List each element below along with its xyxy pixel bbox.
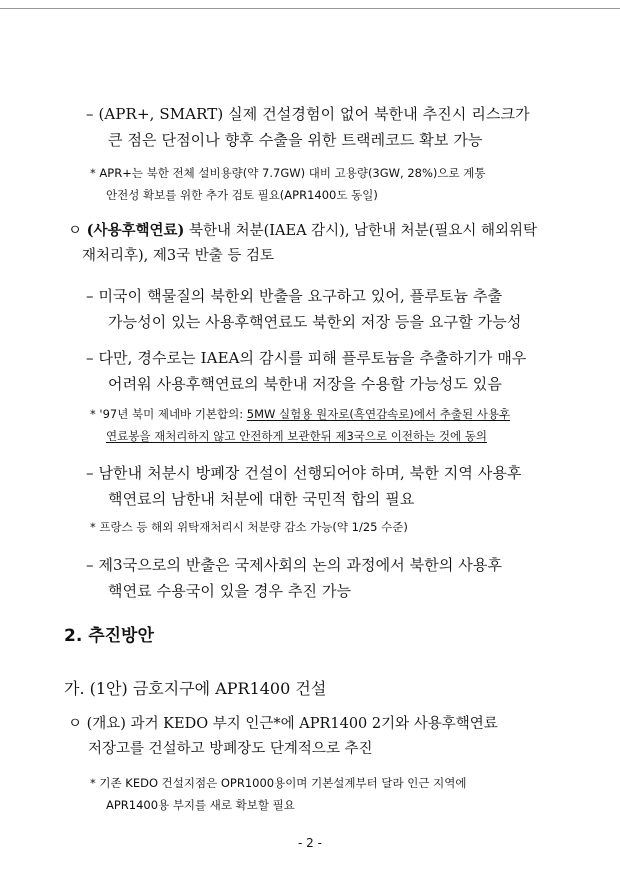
circle-bullet: ㅇ [68, 223, 83, 239]
paragraph-line: 저장고를 건설하고 방폐장도 단계적으로 추진 [88, 741, 373, 757]
paragraph-line: 재처리후), 제3국 반출 등 검토 [82, 248, 275, 264]
paragraph-line: 어려워 사용후핵연료의 북한내 저장을 수용할 가능성도 있음 [108, 375, 502, 393]
paragraph-line: – 제3국으로의 반출은 국제사회의 논의 과정에서 북한의 사용후 [86, 556, 503, 574]
page-number: - 2 - [298, 836, 322, 850]
note-line: 안전성 확보를 위한 추가 검토 필요(APR1400도 동일) [106, 188, 378, 202]
top-rule [0, 8, 620, 9]
note-text: * '97년 북미 제네바 기본합의: [90, 407, 247, 421]
note-line: 연료봉을 재처리하지 않고 안전하게 보관한뒤 제3국으로 이전하는 것에 동의 [106, 429, 487, 443]
paragraph-overview [68, 712, 498, 762]
footnote-kedo-site [90, 772, 466, 816]
paragraph-line: – 미국이 핵물질의 북한외 반출을 요구하고 있어, 플루토늄 추출 [86, 287, 503, 305]
paragraph-line: 가능성이 있는 사용후핵연료도 북한외 저장 등을 요구할 가능성 [108, 313, 522, 331]
footnote-geneva [90, 403, 510, 447]
bold-label: (사용후핵연료) [86, 222, 185, 239]
paragraph-line: 핵연료 수용국이 있을 경우 추진 가능 [108, 582, 352, 600]
note-line: * 프랑스 등 해외 위탁재처리시 처분량 감소 가능(약 1/25 수준) [90, 520, 408, 534]
paragraph-line [68, 712, 498, 737]
footnote-apr-plus [90, 162, 485, 206]
note-line [90, 403, 510, 425]
paragraph-south-disposal [86, 460, 522, 512]
subsection-heading: 가. (1안) 금호지구에 APR1400 건설 [64, 679, 327, 698]
note-line: * 기존 KEDO 건설지점은 OPR1000용이며 기본설계부터 달라 인근 지역에 [90, 776, 467, 790]
paragraph-line [68, 218, 537, 244]
paragraph-line: 큰 점은 단점이나 향후 수출을 위한 트랙레코드 확보 가능 [108, 131, 483, 149]
note-line: APR1400용 부지를 새로 확보할 필요 [106, 798, 295, 812]
underlined-text: 5MW 실험용 원자로(흑연감속로)에서 추출된 사용후 [246, 407, 511, 421]
line-text: 북한내 처분(IAEA 감시), 남한내 처분(필요시 해외위탁 [184, 223, 538, 239]
paragraph-line: – 다만, 경수로는 IAEA의 감시를 피해 플루토늄을 추출하기가 매우 [86, 349, 527, 367]
paragraph-us-demand [86, 283, 521, 335]
paragraph-third-country [86, 552, 502, 604]
section-heading: 2. 추진방안 [64, 626, 154, 646]
paragraph-apr-smart [86, 101, 530, 153]
paragraph-spent-fuel [68, 218, 537, 269]
circle-bullet: ㅇ [68, 716, 83, 732]
footnote-france [90, 516, 408, 538]
paragraph-lwr [86, 345, 527, 397]
line-text: (개요) 과거 KEDO 부지 인근*에 APR1400 2기와 사용후핵연료 [86, 716, 498, 732]
paragraph-line: – (APR+, SMART) 실제 건설경험이 없어 북한내 추진시 리스크가 [86, 105, 530, 123]
note-line: * APR+는 북한 전체 설비용량(약 7.7GW) 대비 고용량(3GW, 28%)으로 계통 [90, 166, 486, 180]
paragraph-line: 핵연료의 남한내 처분에 대한 국민적 합의 필요 [108, 490, 415, 508]
paragraph-line: – 남한내 처분시 방폐장 건설이 선행되어야 하며, 북한 지역 사용후 [86, 464, 522, 482]
